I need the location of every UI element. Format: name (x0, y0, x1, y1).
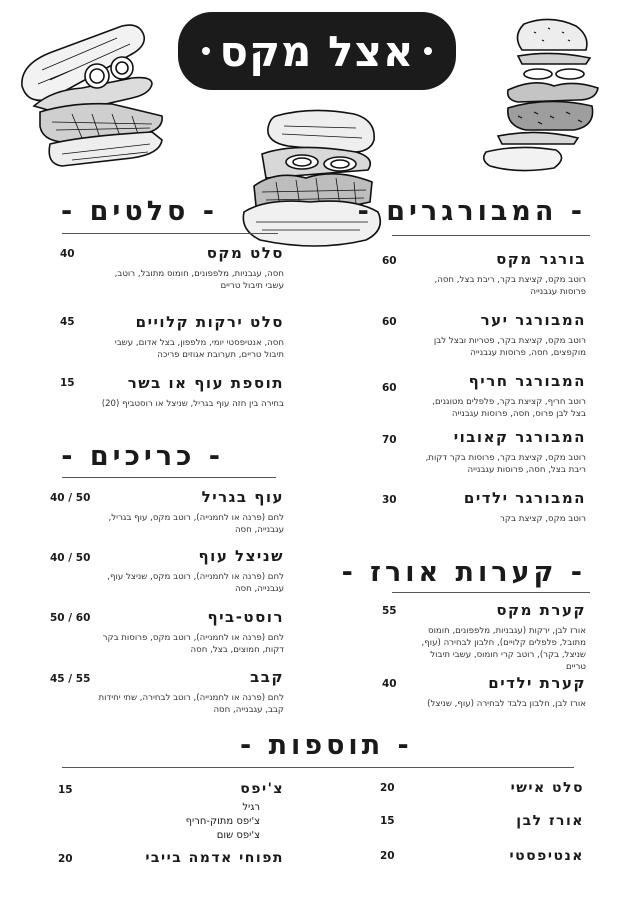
item-description: לחם (פרנה או לחמנייה), רוטב לבחירה, שתי יחידות קבב, עגבנייה, חסה (98, 693, 284, 715)
item-price: 15 (60, 377, 75, 389)
item-name: קערת מקס (496, 601, 586, 619)
item-price: 45 (60, 316, 75, 328)
section-title-extras: - תוספות - (240, 730, 413, 761)
exploded-burger-illustration (478, 16, 608, 176)
item-description: לחם (פרנה או לחמנייה), רוטב מקס, עוף בגריל, עגבנייה, חסה (108, 513, 284, 535)
section-title-burgers: - המבורגרים - (357, 196, 586, 227)
bullet-dot-icon (202, 47, 210, 55)
item-price: 70 (382, 434, 397, 446)
item-price: 40 (60, 248, 75, 260)
item-name: המבורגר ילדים (463, 489, 586, 507)
menu-item (94, 547, 284, 595)
section-divider (392, 235, 590, 236)
extra-item-name: אנטיפסטי (509, 848, 584, 864)
restaurant-title-banner (178, 12, 456, 90)
extra-item-name: תפוחי אדמה בייבי (145, 850, 284, 866)
item-price: 15 (380, 815, 395, 827)
item-description: אורז לבן, חלבון בלבד לבחירה (עוף, שניצל) (427, 699, 586, 709)
restaurant-title: אצל מקס (219, 26, 415, 76)
item-description: רוטב חריף, קציצת בקר, פלפלים מטוגנים, בצל לבן פרוס, חסה, פרוסות עגבנייה (432, 397, 586, 419)
extra-item-name: אורז לבן (516, 813, 584, 829)
section-divider (62, 767, 574, 768)
menu-item (94, 374, 284, 410)
item-name: קערת ילדים (488, 674, 586, 692)
chips-option: צ'יפס מתוק-חריף (185, 816, 260, 827)
item-description: בחירה בין חזה עוף בגריל, שניצל או רוסטביף (20) (101, 399, 284, 409)
section-title-rice-bowls: - קערות אורז - (341, 557, 586, 588)
item-price: 30 (382, 494, 397, 506)
item-price: 60 (382, 382, 397, 394)
item-price: 60 (382, 316, 397, 328)
item-description: רוטב מקס, קציצת בקר, פטריות ובצל לבן מוקפצים, חסה, פרוסות עגבנייה (433, 336, 586, 358)
item-price: 20 (58, 853, 73, 865)
menu-item (416, 372, 586, 420)
section-title-salads: - סלטים - (61, 196, 218, 227)
menu-item (94, 488, 284, 536)
menu-item (416, 489, 586, 525)
item-description: לחם (פרנה או לחמנייה), רוטב מקס, פרוסות בקר דקות, חמוצים, בצל, חסה (102, 633, 284, 655)
item-name: עוף בגריל (201, 488, 284, 506)
item-description: רוטב מקס, קציצת בקר, פרוסות בקר דקות, ריבת בצל, חסה, פרוסות עגבנייה (425, 453, 586, 475)
section-divider (392, 592, 590, 593)
item-description: רוטב מקס, קציצת בקר, ריבת בצל, חסה, פרוסות עגבנייה (434, 275, 586, 297)
item-name: שניצל עוף (198, 547, 284, 565)
item-description: אורז לבן, ירקות (עגבניות, מלפפונים, חומוס מתובל, פלפלים קלויים), חלבון לבחירה (עוף, שניצל, בקר), רוטב קרי חומוס, עשבי תיבול טריים (421, 626, 586, 672)
item-description: חסה, אנטיפסטי יומי, מלפפון, בצל אדום, עשבי תיבול טריים, תערובת אגוזים פריכה (114, 338, 284, 360)
extra-item-name: צ'יפס (240, 781, 284, 797)
item-price: 40 / 50 (50, 492, 91, 504)
item-name: המבורגר חריף (468, 372, 586, 390)
menu-item (416, 674, 586, 710)
item-name: קבב (250, 668, 284, 686)
menu-item (416, 250, 586, 298)
item-price: 50 / 60 (50, 612, 91, 624)
section-divider (62, 477, 276, 478)
item-description: חסה, עגבניות, מלפפונים, חומוס מתובל, רוטב, עשבי תיבול טריים (114, 269, 284, 291)
extra-item-name: סלט אישי (510, 780, 584, 796)
item-name: תוספת עוף או בשר (127, 374, 284, 392)
menu-item (416, 428, 586, 476)
item-name: בורגר מקס (496, 250, 586, 268)
item-description: לחם (פרנה או לחמנייה), רוטב מקס, שניצל עוף, עגבנייה, חסה (107, 572, 284, 594)
menu-item (416, 311, 586, 359)
menu-item (416, 601, 586, 673)
chips-option: צ'יפס שום (216, 830, 260, 841)
item-price: 55 (382, 605, 397, 617)
item-price: 45 / 55 (50, 673, 91, 685)
item-name: סלט מקס (206, 244, 284, 262)
item-price: 20 (380, 782, 395, 794)
bullet-dot-icon (424, 47, 432, 55)
item-name: המבורגר קאובוי (453, 428, 586, 446)
menu-item (94, 668, 284, 716)
menu-item (94, 313, 284, 361)
item-name: המבורגר יער (480, 311, 586, 329)
item-price: 15 (58, 784, 73, 796)
section-divider (62, 233, 278, 234)
item-price: 60 (382, 255, 397, 267)
panini-sandwich-illustration (12, 14, 172, 174)
item-price: 40 / 50 (50, 552, 91, 564)
item-name: סלט ירקות קלויים (135, 313, 284, 331)
item-name: רוסט-ביף (207, 608, 284, 626)
menu-item (94, 244, 284, 292)
item-description: רוטב מקס, קציצת בקר (500, 514, 586, 524)
section-title-sandwiches: - כריכים - (61, 441, 224, 472)
menu-item (94, 608, 284, 656)
item-price: 40 (382, 678, 397, 690)
item-price: 20 (380, 850, 395, 862)
chips-option: רגיל (242, 802, 260, 813)
